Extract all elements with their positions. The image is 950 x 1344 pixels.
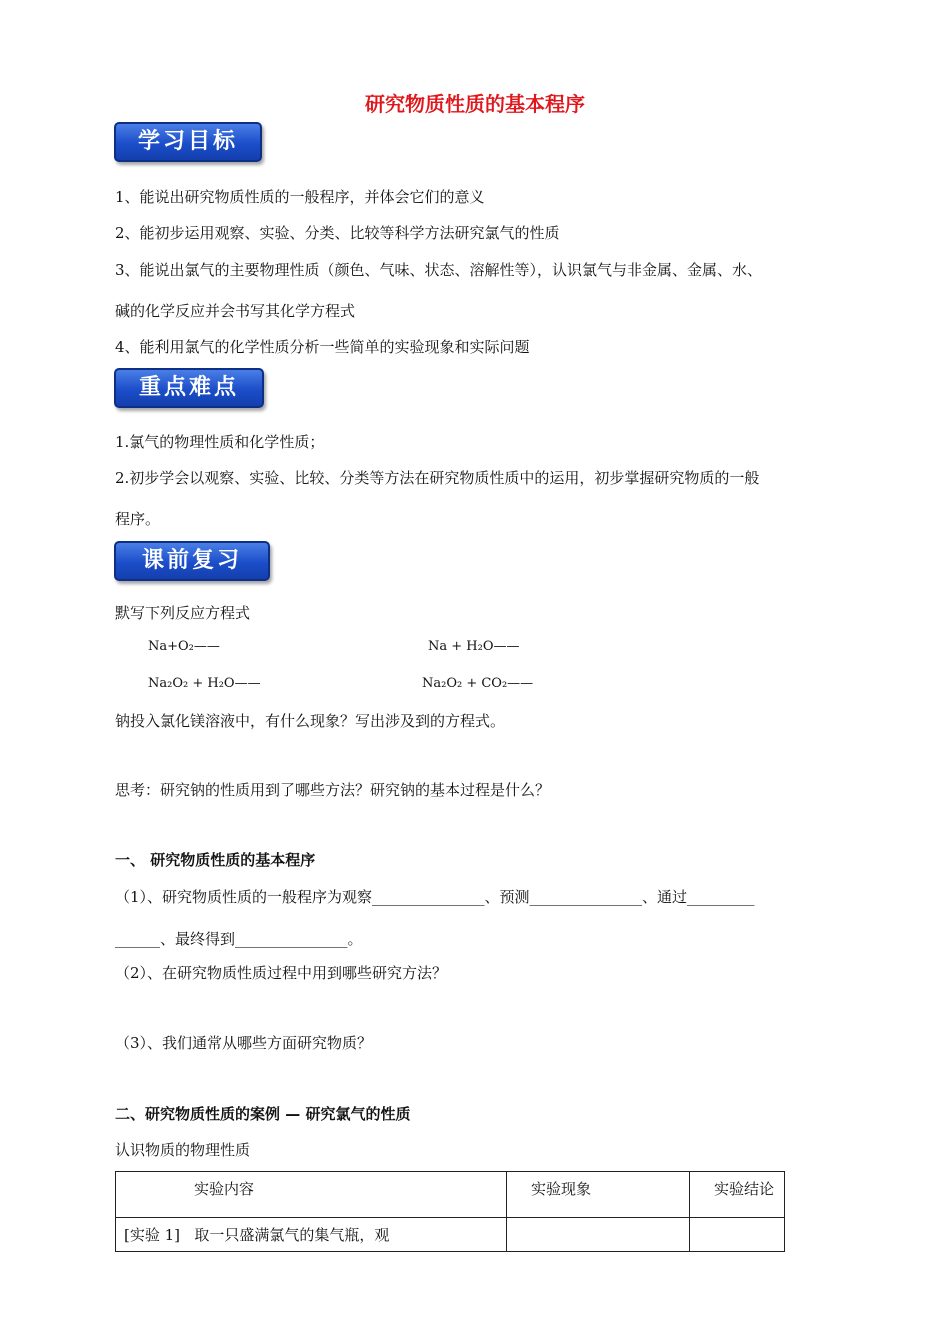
header-experiment-phenomenon: 实验现象 <box>507 1172 690 1218</box>
goal-3-continued: 碱的化学反应并会书写其化学方程式 <box>115 302 356 320</box>
keypoint-1: 1.氯气的物理性质和化学性质； <box>115 433 325 451</box>
review-question: 钠投入氯化镁溶液中，有什么现象？写出涉及到的方程式。 <box>115 712 506 730</box>
badge-key-points: 重点难点 <box>114 368 264 408</box>
review-think: 思考：研究钠的性质用到了哪些方法？研究钠的基本过程是什么？ <box>115 781 551 799</box>
goal-2: 2、能初步运用观察、实验、分类、比较等科学方法研究氯气的性质 <box>115 224 560 242</box>
badge-pre-class-review: 课前复习 <box>114 541 270 581</box>
section-2-heading: 二、研究物质性质的案例 — 研究氯气的性质 <box>115 1105 411 1123</box>
question-1: （1）、研究物质性质的一般程序为观察_______________、预测_______________、通过_________ <box>115 888 755 906</box>
experiment-1-conclusion <box>690 1218 785 1252</box>
goal-4: 4、能利用氯气的化学性质分析一些简单的实验现象和实际问题 <box>115 338 530 356</box>
section-1-heading: 一、 研究物质性质的基本程序 <box>115 851 316 869</box>
question-3: （3）、我们通常从哪些方面研究物质？ <box>115 1034 373 1052</box>
experiment-1-text: 取一只盛满氯气的集气瓶，观 <box>194 1226 390 1244</box>
experiment-1-content <box>116 1218 507 1252</box>
page-title: 研究物质性质的基本程序 <box>365 92 585 116</box>
equation-3: Na₂O₂ + H₂O—— <box>148 676 261 691</box>
experiment-table <box>115 1171 785 1252</box>
header-experiment-conclusion: 实验结论 <box>690 1172 785 1218</box>
experiment-1-label: [实验 1] <box>124 1226 181 1244</box>
table-row <box>116 1218 785 1252</box>
goal-3: 3、能说出氯气的主要物理性质（颜色、气味、状态、溶解性等），认识氯气与非金属、金属、水、 <box>115 261 763 279</box>
equation-4: Na₂O₂ + CO₂—— <box>422 676 534 691</box>
keypoint-2-continued: 程序。 <box>115 510 161 528</box>
equation-2: Na + H₂O—— <box>428 639 520 654</box>
header-experiment-content: 实验内容 <box>116 1172 507 1218</box>
question-1-continued: ______、最终得到_______________。 <box>115 930 363 948</box>
review-intro: 默写下列反应方程式 <box>115 604 251 622</box>
experiment-1-phenomenon <box>507 1218 690 1252</box>
badge-learning-goals: 学习目标 <box>114 122 262 162</box>
section-2-subheading: 认识物质的物理性质 <box>115 1141 251 1159</box>
keypoint-2: 2.初步学会以观察、实验、比较、分类等方法在研究物质性质中的运用，初步掌握研究物质的一般 <box>115 469 760 487</box>
question-2: （2）、在研究物质性质过程中用到哪些研究方法？ <box>115 964 448 982</box>
goal-1: 1、能说出研究物质性质的一般程序，并体会它们的意义 <box>115 188 485 206</box>
table-header-row <box>116 1172 785 1218</box>
equation-1: Na+O₂—— <box>148 639 220 654</box>
